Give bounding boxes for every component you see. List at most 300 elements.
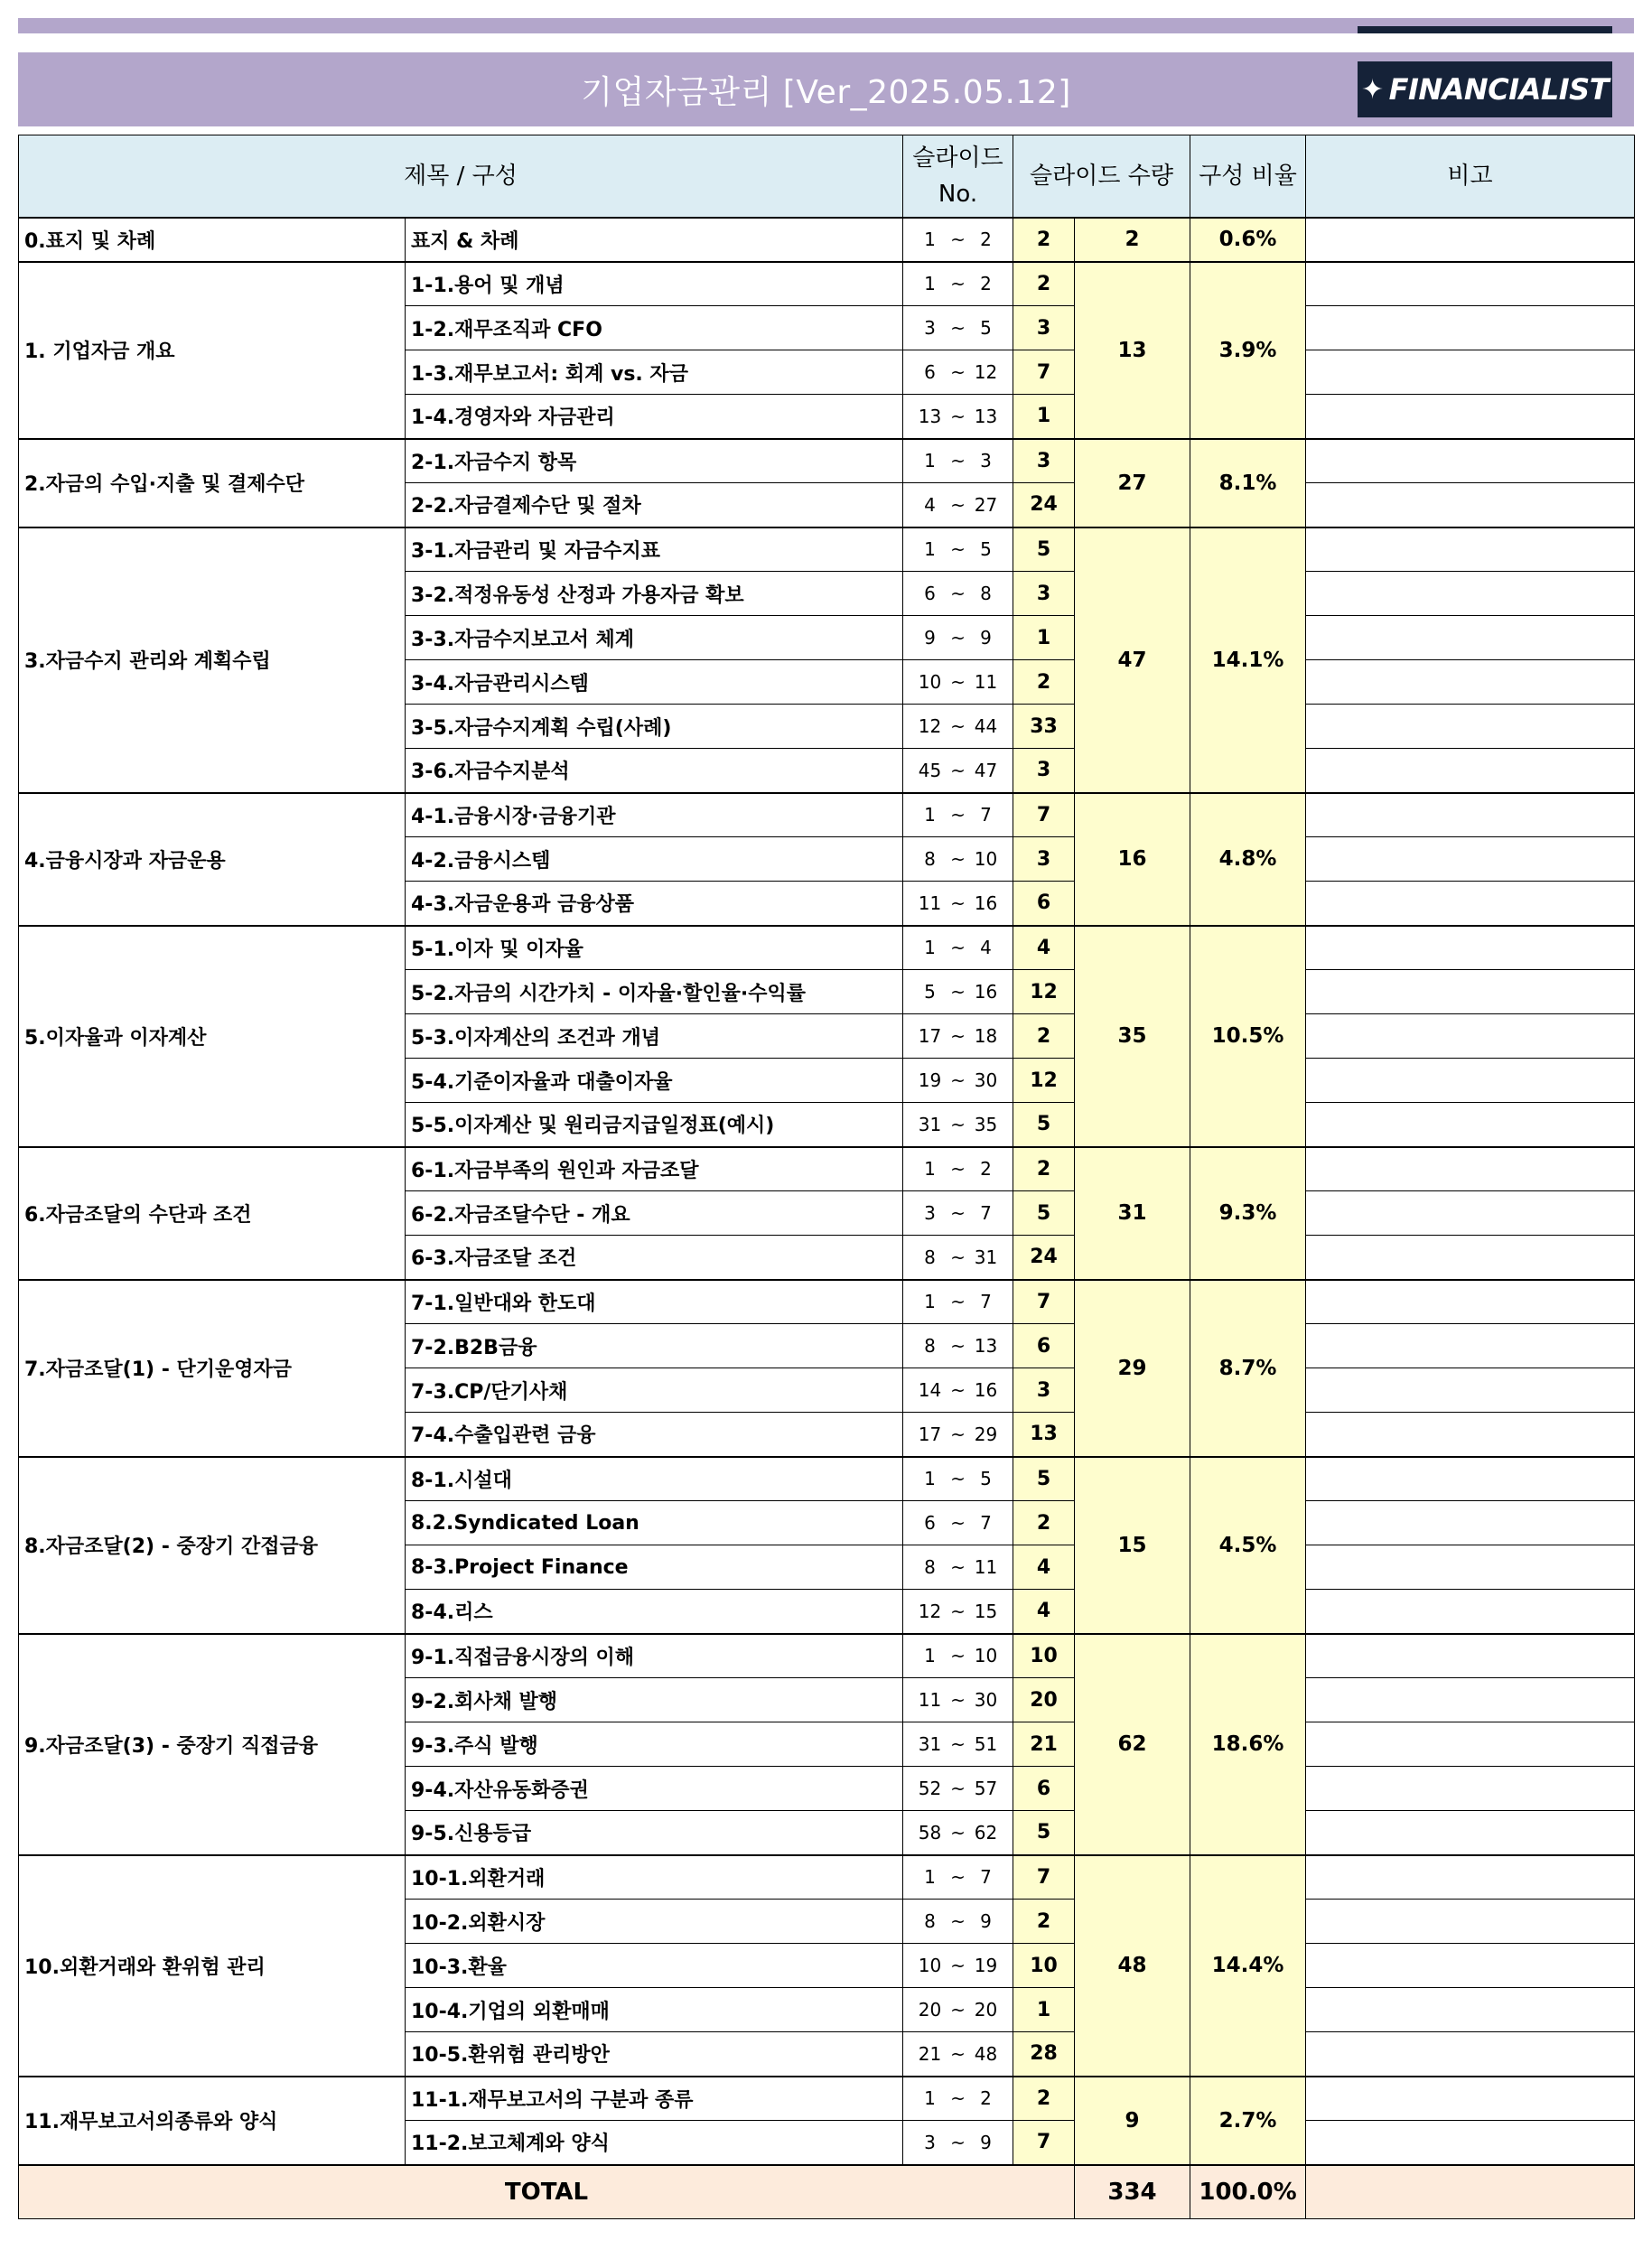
section-slide-total: 15 (1075, 1457, 1190, 1634)
note-cell[interactable] (1306, 793, 1635, 837)
range-from: 1 (924, 1645, 936, 1667)
range-from: 6 (924, 583, 936, 604)
slide-range (903, 926, 1013, 970)
range-separator: ~ (950, 1600, 966, 1622)
table-header-row (19, 135, 1635, 218)
note-cell[interactable] (1306, 1457, 1635, 1501)
slide-range (903, 1767, 1013, 1811)
range-to: 30 (974, 1689, 998, 1711)
range-separator: ~ (950, 759, 966, 781)
range-separator: ~ (950, 2042, 966, 2065)
top-decor-mark (1358, 26, 1612, 33)
section-title: 1. 기업자금 개요 (19, 262, 406, 439)
slide-range (903, 793, 1013, 837)
note-cell[interactable] (1306, 660, 1635, 705)
item-title: 10-4.기업의 외환매매 (406, 1988, 903, 2032)
note-cell[interactable] (1306, 1634, 1635, 1678)
range-from: 17 (918, 1423, 942, 1445)
item-slide-count: 4 (1013, 1590, 1075, 1634)
item-title: 6-2.자금조달수단 - 개요 (406, 1191, 903, 1236)
note-cell[interactable] (1306, 1590, 1635, 1634)
slide-range (903, 749, 1013, 793)
item-slide-count: 7 (1013, 793, 1075, 837)
header-title: 제목 / 구성 (19, 135, 903, 218)
range-from: 58 (918, 1821, 942, 1844)
range-from: 5 (924, 981, 936, 1003)
item-slide-count: 3 (1013, 306, 1075, 350)
section-ratio: 18.6% (1190, 1634, 1306, 1855)
slide-range (903, 705, 1013, 749)
slide-range (903, 1545, 1013, 1590)
slide-range (903, 1103, 1013, 1147)
item-slide-count: 12 (1013, 1059, 1075, 1103)
item-title: 11-1.재무보고서의 구분과 종류 (406, 2077, 903, 2121)
note-cell[interactable] (1306, 1944, 1635, 1988)
item-slide-count: 33 (1013, 705, 1075, 749)
slide-range (903, 483, 1013, 527)
item-title: 9-4.자산유동화증권 (406, 1767, 903, 1811)
slide-range (903, 1368, 1013, 1413)
item-title: 4-2.금융시스템 (406, 837, 903, 882)
note-cell[interactable] (1306, 1545, 1635, 1590)
table-row (19, 2077, 1635, 2121)
range-separator: ~ (950, 1910, 966, 1932)
range-to: 13 (974, 405, 998, 427)
slide-range (903, 218, 1013, 262)
item-slide-count: 2 (1013, 218, 1075, 262)
item-slide-count: 6 (1013, 1767, 1075, 1811)
note-cell[interactable] (1306, 1191, 1635, 1236)
range-separator: ~ (950, 804, 966, 826)
item-title: 3-4.자금관리시스템 (406, 660, 903, 705)
item-title: 6-1.자금부족의 원인과 자금조달 (406, 1147, 903, 1191)
range-separator: ~ (950, 1246, 966, 1268)
item-title: 1-4.경영자와 자금관리 (406, 395, 903, 439)
range-separator: ~ (950, 1468, 966, 1490)
range-separator: ~ (950, 1733, 966, 1755)
item-slide-count: 1 (1013, 395, 1075, 439)
item-title: 9-1.직접금융시장의 이해 (406, 1634, 903, 1678)
note-cell[interactable] (1306, 350, 1635, 395)
slide-range (903, 306, 1013, 350)
range-separator: ~ (950, 1113, 966, 1135)
range-from: 19 (918, 1069, 942, 1091)
item-title: 1-2.재무조직과 CFO (406, 306, 903, 350)
item-title: 표지 & 차례 (406, 218, 903, 262)
slide-range (903, 350, 1013, 395)
item-slide-count: 4 (1013, 926, 1075, 970)
note-cell[interactable] (1306, 926, 1635, 970)
slide-range (903, 1590, 1013, 1634)
range-to: 10 (974, 1645, 998, 1667)
item-title: 8-1.시설대 (406, 1457, 903, 1501)
item-title: 4-1.금융시장·금융기관 (406, 793, 903, 837)
slide-range (903, 1014, 1013, 1059)
range-to: 47 (974, 759, 998, 781)
item-slide-count: 24 (1013, 1236, 1075, 1280)
note-cell[interactable] (1306, 1501, 1635, 1545)
range-to: 16 (974, 981, 998, 1003)
range-separator: ~ (950, 405, 966, 427)
range-separator: ~ (950, 671, 966, 693)
range-from: 1 (924, 1158, 936, 1181)
range-from: 1 (924, 273, 936, 295)
range-from: 3 (924, 2131, 936, 2153)
range-to: 31 (974, 1246, 998, 1268)
item-title: 7-3.CP/단기사채 (406, 1368, 903, 1413)
brand-logo-text: FINANCIALIST (1388, 72, 1610, 107)
total-note (1306, 2165, 1635, 2219)
header-slide-no: 슬라이드 No. (903, 135, 1013, 218)
range-separator: ~ (950, 229, 966, 250)
slide-range (903, 1457, 1013, 1501)
note-cell[interactable] (1306, 705, 1635, 749)
range-to: 15 (974, 1600, 998, 1622)
note-cell[interactable] (1306, 970, 1635, 1014)
slide-range (903, 2032, 1013, 2077)
slide-range (903, 2121, 1013, 2165)
note-cell[interactable] (1306, 1280, 1635, 1324)
slide-range (903, 1811, 1013, 1855)
range-separator: ~ (950, 2131, 966, 2153)
slide-range (903, 439, 1013, 483)
range-from: 1 (924, 229, 936, 250)
item-slide-count: 21 (1013, 1722, 1075, 1767)
slide-range (903, 1678, 1013, 1722)
section-title: 5.이자율과 이자계산 (19, 926, 406, 1147)
slide-range (903, 882, 1013, 926)
section-ratio: 14.1% (1190, 527, 1306, 793)
range-to: 44 (974, 715, 998, 737)
range-to: 7 (980, 1202, 992, 1224)
range-separator: ~ (950, 2087, 966, 2110)
range-separator: ~ (950, 848, 966, 870)
range-separator: ~ (950, 1689, 966, 1711)
range-separator: ~ (950, 450, 966, 472)
range-from: 12 (918, 715, 942, 737)
note-cell[interactable] (1306, 837, 1635, 882)
item-title: 8-3.Project Finance (406, 1545, 903, 1590)
range-to: 7 (980, 804, 992, 826)
range-separator: ~ (950, 1423, 966, 1445)
range-to: 62 (974, 1821, 998, 1844)
item-slide-count: 7 (1013, 1855, 1075, 1900)
item-slide-count: 5 (1013, 1191, 1075, 1236)
item-title: 6-3.자금조달 조건 (406, 1236, 903, 1280)
total-row (19, 2165, 1635, 2219)
note-cell[interactable] (1306, 2032, 1635, 2077)
item-slide-count: 24 (1013, 483, 1075, 527)
range-to: 2 (980, 1158, 992, 1181)
item-slide-count: 6 (1013, 1324, 1075, 1368)
section-ratio: 2.7% (1190, 2077, 1306, 2165)
note-cell[interactable] (1306, 1103, 1635, 1147)
section-ratio: 0.6% (1190, 218, 1306, 262)
range-to: 19 (974, 1955, 998, 1976)
item-slide-count: 5 (1013, 1103, 1075, 1147)
range-to: 30 (974, 1069, 998, 1091)
item-title: 2-1.자금수지 항목 (406, 439, 903, 483)
note-cell[interactable] (1306, 616, 1635, 660)
range-separator: ~ (950, 1512, 966, 1534)
range-from: 20 (918, 1999, 942, 2021)
range-from: 9 (924, 627, 936, 649)
range-from: 3 (924, 317, 936, 339)
table-row (19, 527, 1635, 572)
total-ratio: 100.0% (1190, 2165, 1306, 2219)
range-separator: ~ (950, 627, 966, 649)
range-separator: ~ (950, 1069, 966, 1091)
range-separator: ~ (950, 1778, 966, 1799)
slide-range (903, 2077, 1013, 2121)
note-cell[interactable] (1306, 1413, 1635, 1457)
item-slide-count: 2 (1013, 1147, 1075, 1191)
range-from: 13 (918, 405, 942, 427)
range-from: 11 (918, 891, 942, 914)
section-ratio: 4.8% (1190, 793, 1306, 926)
range-from: 14 (918, 1379, 942, 1401)
range-from: 21 (918, 2042, 942, 2065)
range-to: 3 (980, 450, 992, 472)
range-from: 31 (918, 1113, 942, 1135)
header-note: 비고 (1306, 135, 1635, 218)
section-ratio: 8.7% (1190, 1280, 1306, 1457)
section-slide-total: 47 (1075, 527, 1190, 793)
range-separator: ~ (950, 361, 966, 383)
range-to: 27 (974, 493, 998, 516)
range-separator: ~ (950, 538, 966, 561)
page-title: 기업자금관리 [Ver_2025.05.12] (581, 73, 1071, 111)
item-title: 8.2.Syndicated Loan (406, 1501, 903, 1545)
item-title: 11-2.보고체계와 양식 (406, 2121, 903, 2165)
range-from: 6 (924, 1512, 936, 1534)
range-from: 8 (924, 1246, 936, 1268)
item-slide-count: 2 (1013, 1014, 1075, 1059)
note-cell[interactable] (1306, 1855, 1635, 1900)
item-slide-count: 5 (1013, 527, 1075, 572)
slide-range (903, 1501, 1013, 1545)
note-cell[interactable] (1306, 262, 1635, 306)
item-title: 1-1.용어 및 개념 (406, 262, 903, 306)
range-to: 48 (974, 2042, 998, 2065)
range-to: 5 (980, 317, 992, 339)
note-cell[interactable] (1306, 1767, 1635, 1811)
item-title: 4-3.자금운용과 금융상품 (406, 882, 903, 926)
range-to: 7 (980, 1512, 992, 1534)
note-cell[interactable] (1306, 2121, 1635, 2165)
section-title: 3.자금수지 관리와 계획수립 (19, 527, 406, 793)
note-cell[interactable] (1306, 218, 1635, 262)
note-cell[interactable] (1306, 1368, 1635, 1413)
note-cell[interactable] (1306, 1811, 1635, 1855)
note-cell[interactable] (1306, 572, 1635, 616)
note-cell[interactable] (1306, 1900, 1635, 1944)
item-title: 5-3.이자계산의 조건과 개념 (406, 1014, 903, 1059)
note-cell[interactable] (1306, 1988, 1635, 2032)
range-separator: ~ (950, 1202, 966, 1224)
item-slide-count: 7 (1013, 1280, 1075, 1324)
slide-range (903, 572, 1013, 616)
item-slide-count: 1 (1013, 616, 1075, 660)
note-cell[interactable] (1306, 882, 1635, 926)
range-from: 8 (924, 1335, 936, 1357)
range-separator: ~ (950, 715, 966, 737)
range-to: 9 (980, 627, 992, 649)
item-slide-count: 10 (1013, 1944, 1075, 1988)
table-row (19, 1855, 1635, 1900)
range-to: 57 (974, 1778, 998, 1799)
range-separator: ~ (950, 1821, 966, 1844)
range-from: 12 (918, 1600, 942, 1622)
note-cell[interactable] (1306, 1722, 1635, 1767)
slide-range (903, 395, 1013, 439)
item-slide-count: 3 (1013, 837, 1075, 882)
brand-logo (1358, 61, 1612, 117)
item-slide-count: 2 (1013, 1501, 1075, 1545)
table-row (19, 439, 1635, 483)
section-slide-total: 9 (1075, 2077, 1190, 2165)
section-title: 10.외환거래와 환위험 관리 (19, 1855, 406, 2077)
section-ratio: 14.4% (1190, 1855, 1306, 2077)
range-to: 2 (980, 2087, 992, 2110)
slide-range (903, 1059, 1013, 1103)
item-slide-count: 2 (1013, 262, 1075, 306)
item-title: 9-2.회사채 발행 (406, 1678, 903, 1722)
slide-range (903, 970, 1013, 1014)
total-label: TOTAL (19, 2165, 1075, 2219)
item-slide-count: 3 (1013, 439, 1075, 483)
note-cell[interactable] (1306, 483, 1635, 527)
item-title: 5-5.이자계산 및 원리금지급일정표(예시) (406, 1103, 903, 1147)
item-slide-count: 6 (1013, 882, 1075, 926)
range-to: 16 (974, 1379, 998, 1401)
range-from: 10 (918, 671, 942, 693)
slide-range (903, 616, 1013, 660)
range-separator: ~ (950, 1379, 966, 1401)
range-from: 1 (924, 1291, 936, 1313)
note-cell[interactable] (1306, 527, 1635, 572)
note-cell[interactable] (1306, 1014, 1635, 1059)
range-separator: ~ (950, 583, 966, 604)
note-cell[interactable] (1306, 306, 1635, 350)
note-cell[interactable] (1306, 1236, 1635, 1280)
range-separator: ~ (950, 1999, 966, 2021)
item-title: 3-2.적정유동성 산정과 가용자금 확보 (406, 572, 903, 616)
section-ratio: 10.5% (1190, 926, 1306, 1147)
range-to: 2 (980, 273, 992, 295)
range-to: 51 (974, 1733, 998, 1755)
range-from: 52 (918, 1778, 942, 1799)
note-cell[interactable] (1306, 1678, 1635, 1722)
range-to: 11 (974, 1556, 998, 1578)
item-title: 10-2.외환시장 (406, 1900, 903, 1944)
slide-range (903, 1413, 1013, 1457)
item-title: 2-2.자금결제수단 및 절차 (406, 483, 903, 527)
section-title: 7.자금조달(1) - 단기운영자금 (19, 1280, 406, 1457)
range-to: 12 (974, 361, 998, 383)
range-from: 1 (924, 1468, 936, 1490)
note-cell[interactable] (1306, 1147, 1635, 1191)
item-slide-count: 5 (1013, 1811, 1075, 1855)
item-title: 9-5.신용등급 (406, 1811, 903, 1855)
header-ratio: 구성 비율 (1190, 135, 1306, 218)
range-to: 18 (974, 1025, 998, 1047)
range-from: 8 (924, 1556, 936, 1578)
item-title: 3-6.자금수지분석 (406, 749, 903, 793)
note-cell[interactable] (1306, 395, 1635, 439)
note-cell[interactable] (1306, 1324, 1635, 1368)
range-to: 8 (980, 583, 992, 604)
slide-range (903, 1236, 1013, 1280)
range-from: 10 (918, 1955, 942, 1976)
range-to: 29 (974, 1423, 998, 1445)
item-title: 10-5.환위험 관리방안 (406, 2032, 903, 2077)
note-cell[interactable] (1306, 1059, 1635, 1103)
item-title: 7-2.B2B금융 (406, 1324, 903, 1368)
total-count: 334 (1075, 2165, 1190, 2219)
item-title: 7-1.일반대와 한도대 (406, 1280, 903, 1324)
range-separator: ~ (950, 493, 966, 516)
item-title: 3-5.자금수지계획 수립(사례) (406, 705, 903, 749)
section-ratio: 9.3% (1190, 1147, 1306, 1280)
range-separator: ~ (950, 1158, 966, 1181)
note-cell[interactable] (1306, 749, 1635, 793)
item-title: 5-4.기준이자율과 대출이자율 (406, 1059, 903, 1103)
item-slide-count: 3 (1013, 1368, 1075, 1413)
section-slide-total: 31 (1075, 1147, 1190, 1280)
range-from: 3 (924, 1202, 936, 1224)
item-title: 7-4.수출입관련 금융 (406, 1413, 903, 1457)
range-separator: ~ (950, 273, 966, 295)
slide-range (903, 1634, 1013, 1678)
range-from: 1 (924, 538, 936, 561)
range-separator: ~ (950, 1025, 966, 1047)
range-to: 9 (980, 2131, 992, 2153)
range-to: 35 (974, 1113, 998, 1135)
item-slide-count: 1 (1013, 1988, 1075, 2032)
item-slide-count: 2 (1013, 2077, 1075, 2121)
slide-range (903, 1722, 1013, 1767)
item-slide-count: 10 (1013, 1634, 1075, 1678)
range-from: 31 (918, 1733, 942, 1755)
range-to: 5 (980, 538, 992, 561)
section-slide-total: 13 (1075, 262, 1190, 439)
range-from: 1 (924, 937, 936, 959)
slide-range (903, 262, 1013, 306)
item-slide-count: 7 (1013, 350, 1075, 395)
item-slide-count: 28 (1013, 2032, 1075, 2077)
range-to: 7 (980, 1866, 992, 1889)
section-slide-total: 27 (1075, 439, 1190, 527)
slide-range (903, 1900, 1013, 1944)
header-slide-count: 슬라이드 수량 (1013, 135, 1190, 218)
range-separator: ~ (950, 1291, 966, 1313)
note-cell[interactable] (1306, 439, 1635, 483)
section-slide-total: 62 (1075, 1634, 1190, 1855)
range-to: 10 (974, 848, 998, 870)
range-separator: ~ (950, 1955, 966, 1976)
slide-range (903, 1191, 1013, 1236)
table-row (19, 926, 1635, 970)
range-from: 1 (924, 2087, 936, 2110)
item-slide-count: 12 (1013, 970, 1075, 1014)
note-cell[interactable] (1306, 2077, 1635, 2121)
section-slide-total: 35 (1075, 926, 1190, 1147)
range-to: 11 (974, 671, 998, 693)
section-slide-total: 48 (1075, 1855, 1190, 2077)
table-row (19, 793, 1635, 837)
range-separator: ~ (950, 891, 966, 914)
